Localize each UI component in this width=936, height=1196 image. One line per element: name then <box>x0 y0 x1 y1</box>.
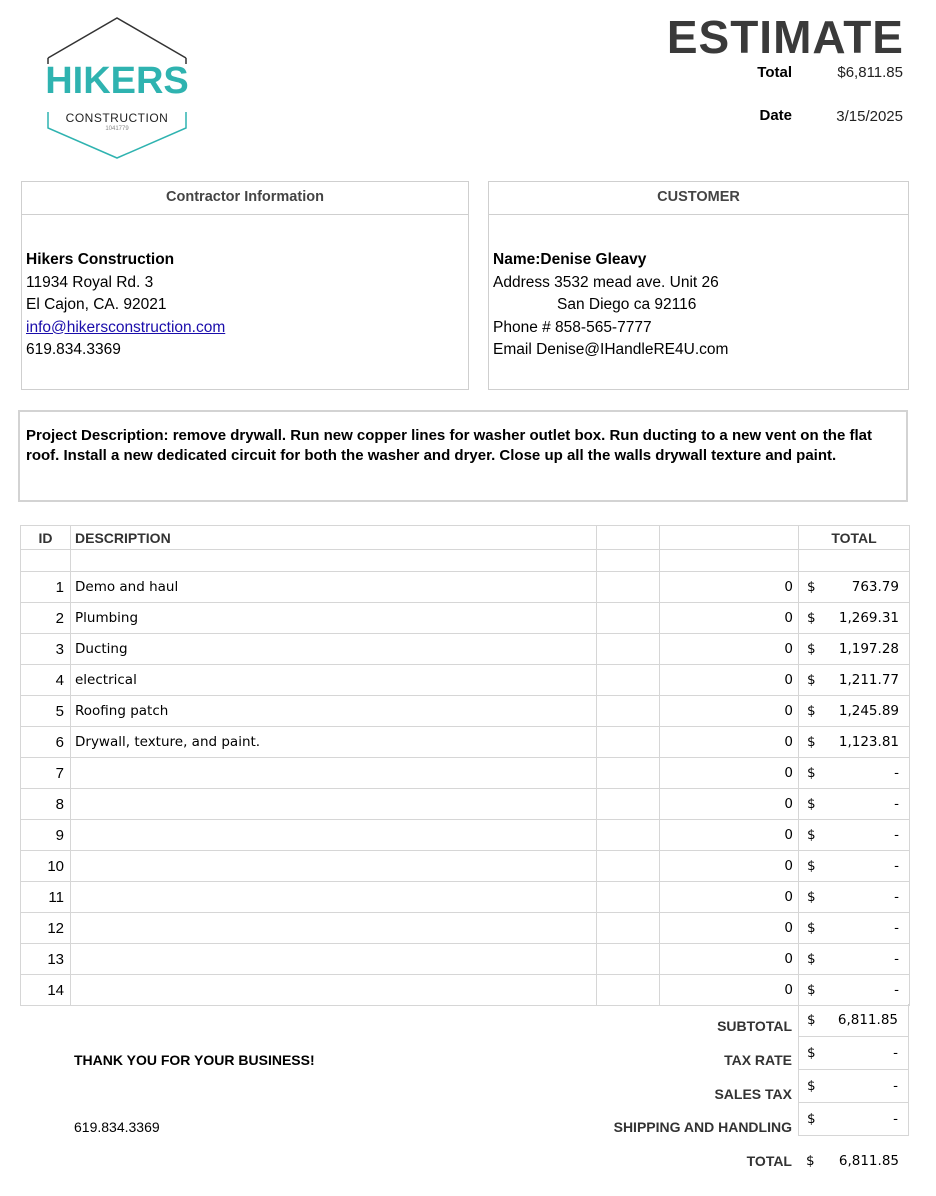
row-amount: - <box>894 765 899 781</box>
row-total <box>799 975 910 1006</box>
row-currency: $ <box>807 982 816 998</box>
row-blank <box>597 758 660 789</box>
row-blank <box>597 696 660 727</box>
row-blank <box>597 975 660 1006</box>
row-currency: $ <box>807 641 816 657</box>
row-amount: 1,197.28 <box>838 641 899 657</box>
contractor-city: El Cajon, CA. 92021 <box>26 296 167 313</box>
contractor-name: Hikers Construction <box>26 251 175 268</box>
row-total <box>799 665 910 696</box>
row-blank <box>597 820 660 851</box>
header-total-value: $6,811.85 <box>837 64 903 81</box>
row-description <box>71 789 597 820</box>
row-amount: - <box>894 951 899 967</box>
column-header-total: TOTAL <box>799 526 910 550</box>
row-currency: $ <box>807 579 816 595</box>
customer-email: Email Denise@IHandleRE4U.com <box>493 341 729 358</box>
row-quantity: 0 <box>660 727 799 758</box>
logo-wordmark: HIKERS <box>45 60 189 102</box>
row-currency: $ <box>807 703 816 719</box>
contractor-heading: Contractor Information <box>22 182 468 215</box>
row-total <box>799 603 910 634</box>
row-blank <box>597 603 660 634</box>
contractor-street: 11934 Royal Rd. 3 <box>26 273 154 291</box>
shipping-currency: $ <box>807 1111 816 1127</box>
row-id: 8 <box>21 789 71 820</box>
row-amount: 1,245.89 <box>838 703 899 719</box>
contractor-info-box <box>21 181 469 390</box>
customer-phone: Phone # 858-565-7777 <box>493 318 652 336</box>
table-row <box>21 634 910 665</box>
sales-tax-value: - <box>893 1078 898 1094</box>
row-currency: $ <box>807 827 816 843</box>
row-quantity: 0 <box>660 696 799 727</box>
thank-you-message: THANK YOU FOR YOUR BUSINESS! <box>74 1052 315 1068</box>
row-blank <box>597 944 660 975</box>
page-title: ESTIMATE <box>666 11 904 63</box>
row-description: Demo and haul <box>71 572 597 603</box>
row-total <box>799 634 910 665</box>
row-blank <box>597 913 660 944</box>
table-header-row <box>21 526 910 550</box>
row-total <box>799 882 910 913</box>
row-quantity: 0 <box>660 882 799 913</box>
row-amount: 1,211.77 <box>838 672 899 688</box>
row-total <box>799 851 910 882</box>
contractor-phone: 619.834.3369 <box>26 341 121 358</box>
row-quantity: 0 <box>660 572 799 603</box>
grand-total-label: TOTAL <box>746 1153 792 1169</box>
row-amount: - <box>894 796 899 812</box>
row-currency: $ <box>807 858 816 874</box>
row-blank <box>597 572 660 603</box>
row-blank <box>597 882 660 913</box>
row-description <box>71 851 597 882</box>
table-row <box>21 820 910 851</box>
row-id: 7 <box>21 758 71 789</box>
row-id: 14 <box>21 975 71 1006</box>
tax-rate-label: TAX RATE <box>724 1052 792 1068</box>
table-row <box>21 603 910 634</box>
table-row <box>21 696 910 727</box>
table-spacer-row <box>21 550 910 572</box>
row-id: 6 <box>21 727 71 758</box>
logo-subtitle: CONSTRUCTION <box>65 111 169 125</box>
subtotal-currency: $ <box>807 1012 816 1028</box>
row-total <box>799 820 910 851</box>
row-amount: 1,269.31 <box>838 610 899 626</box>
row-currency: $ <box>807 610 816 626</box>
row-amount: 1,123.81 <box>838 734 899 750</box>
subtotal-label: SUBTOTAL <box>717 1018 792 1034</box>
table-row <box>21 882 910 913</box>
row-description <box>71 975 597 1006</box>
row-blank <box>597 789 660 820</box>
row-description: Plumbing <box>71 603 597 634</box>
row-quantity: 0 <box>660 758 799 789</box>
row-blank <box>597 727 660 758</box>
row-id: 10 <box>21 851 71 882</box>
row-description: electrical <box>71 665 597 696</box>
table-row <box>21 758 910 789</box>
shipping-value: - <box>893 1111 898 1127</box>
subtotal-value: 6,811.85 <box>837 1012 898 1028</box>
row-description <box>71 758 597 789</box>
row-currency: $ <box>807 734 816 750</box>
grand-total-cell <box>798 1153 909 1169</box>
project-description: Project Description: remove drywall. Run new copper lines for washer outlet box. Run ducting to a new vent on the flat roof. Install a new dedicated circuit for both the washer and dryer. Close up all the walls drywall texture and paint. <box>18 410 908 502</box>
row-currency: $ <box>807 765 816 781</box>
row-id: 1 <box>21 572 71 603</box>
row-currency: $ <box>807 920 816 936</box>
contractor-email-link[interactable]: info@hikersconstruction.com <box>26 318 226 336</box>
row-total <box>799 944 910 975</box>
row-description <box>71 944 597 975</box>
row-amount: - <box>894 920 899 936</box>
table-row <box>21 913 910 944</box>
customer-address-line1: Address 3532 mead ave. Unit 26 <box>493 273 719 291</box>
row-total <box>799 727 910 758</box>
column-header-blank-1 <box>597 526 660 550</box>
row-amount: - <box>894 858 899 874</box>
row-id: 12 <box>21 913 71 944</box>
customer-info-box <box>488 181 909 390</box>
company-logo <box>34 16 200 162</box>
shipping-label: SHIPPING AND HANDLING <box>613 1119 792 1135</box>
row-amount: - <box>894 982 899 998</box>
row-description: Drywall, texture, and paint. <box>71 727 597 758</box>
row-total <box>799 572 910 603</box>
row-id: 2 <box>21 603 71 634</box>
row-blank <box>597 634 660 665</box>
column-header-description: DESCRIPTION <box>71 526 597 550</box>
tax-rate-currency: $ <box>807 1045 816 1061</box>
row-quantity: 0 <box>660 944 799 975</box>
subtotal-cell <box>798 1004 909 1037</box>
table-row <box>21 944 910 975</box>
row-amount: - <box>894 889 899 905</box>
shipping-cell <box>798 1103 909 1136</box>
row-quantity: 0 <box>660 665 799 696</box>
row-id: 9 <box>21 820 71 851</box>
logo-license: 1041779 <box>105 126 129 132</box>
row-description <box>71 913 597 944</box>
row-quantity: 0 <box>660 913 799 944</box>
row-quantity: 0 <box>660 820 799 851</box>
table-row <box>21 975 910 1006</box>
table-row <box>21 789 910 820</box>
tax-rate-cell <box>798 1037 909 1070</box>
row-description <box>71 882 597 913</box>
row-quantity: 0 <box>660 789 799 820</box>
row-currency: $ <box>807 796 816 812</box>
row-description: Ducting <box>71 634 597 665</box>
row-amount: - <box>894 827 899 843</box>
table-row <box>21 572 910 603</box>
row-blank <box>597 665 660 696</box>
row-quantity: 0 <box>660 975 799 1006</box>
row-total <box>799 696 910 727</box>
row-quantity: 0 <box>660 603 799 634</box>
customer-heading: CUSTOMER <box>489 182 908 215</box>
row-id: 4 <box>21 665 71 696</box>
row-currency: $ <box>807 951 816 967</box>
footer-phone: 619.834.3369 <box>74 1119 160 1135</box>
header-date-label: Date <box>759 107 792 124</box>
row-total <box>799 758 910 789</box>
header-total-label: Total <box>757 64 792 81</box>
row-quantity: 0 <box>660 634 799 665</box>
row-total <box>799 913 910 944</box>
column-header-id: ID <box>21 526 71 550</box>
line-items-table <box>20 525 910 1006</box>
row-amount: 763.79 <box>851 579 899 595</box>
table-row <box>21 727 910 758</box>
grand-total-currency: $ <box>806 1153 815 1169</box>
row-blank <box>597 851 660 882</box>
row-id: 13 <box>21 944 71 975</box>
row-description <box>71 820 597 851</box>
row-quantity: 0 <box>660 851 799 882</box>
row-description: Roofing patch <box>71 696 597 727</box>
tax-rate-value: - <box>893 1045 898 1061</box>
sales-tax-currency: $ <box>807 1078 816 1094</box>
customer-name: Name:Denise Gleavy <box>493 251 647 268</box>
row-id: 3 <box>21 634 71 665</box>
grand-total-value: 6,811.85 <box>838 1153 899 1169</box>
row-id: 11 <box>21 882 71 913</box>
row-total <box>799 789 910 820</box>
table-row <box>21 851 910 882</box>
column-header-blank-2 <box>660 526 799 550</box>
row-currency: $ <box>807 889 816 905</box>
customer-address-line2: San Diego ca 92116 <box>557 296 697 313</box>
row-currency: $ <box>807 672 816 688</box>
table-row <box>21 665 910 696</box>
sales-tax-label: SALES TAX <box>714 1086 792 1102</box>
sales-tax-cell <box>798 1070 909 1103</box>
row-id: 5 <box>21 696 71 727</box>
header-date-value: 3/15/2025 <box>836 108 903 125</box>
